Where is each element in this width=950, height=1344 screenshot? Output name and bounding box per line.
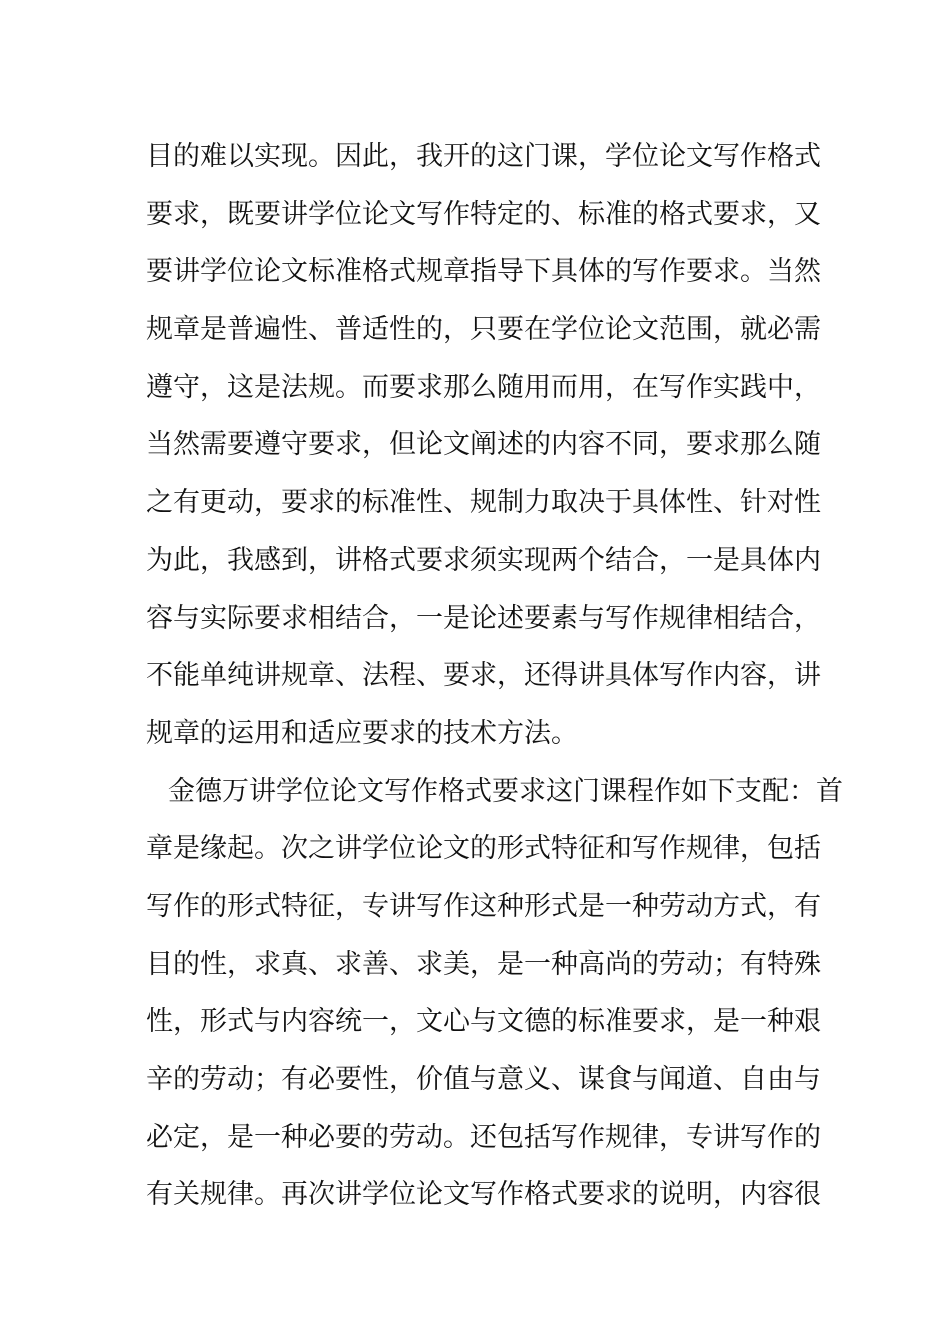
text-line: 辛的劳动；有必要性，价值与意义、谋食与闻道、自由与	[146, 1064, 821, 1095]
text-line: 写作的形式特征，专讲写作这种形式是一种劳动方式，有	[146, 890, 821, 922]
text-line: 有关规律。再次讲学位论文写作格式要求的说明，内容很	[146, 1179, 821, 1211]
paragraph-end-line: 规章的运用和适应要求的技术方法。	[146, 717, 578, 749]
text-line: 章是缘起。次之讲学位论文的形式特征和写作规律，包括	[146, 833, 821, 865]
text-line: 规章是普遍性、普适性的，只要在学位论文范围，就必需	[146, 314, 821, 346]
paragraph-start-line: 金德万讲学位论文写作格式要求这门课程作如下支配：首	[168, 775, 843, 807]
text-line: 要讲学位论文标准格式规章指导下具体的写作要求。当然	[146, 256, 821, 288]
text-line: 目的性，求真、求善、求美，是一种高尚的劳动；有特殊	[146, 948, 821, 980]
body-text	[146, 128, 843, 1224]
text-line: 当然需要遵守要求，但论文阐述的内容不同，要求那么随	[146, 429, 821, 461]
text-line: 不能单纯讲规章、法程、要求，还得讲具体写作内容，讲	[146, 660, 821, 692]
text-line: 为此，我感到，讲格式要求须实现两个结合，一是具体内	[146, 544, 821, 576]
text-line: 目的难以实现。因此，我开的这门课，学位论文写作格式	[146, 141, 821, 172]
text-line: 之有更动，要求的标准性、规制力取决于具体性、针对性	[146, 487, 821, 519]
text-line: 遵守，这是法规。而要求那么随用而用，在写作实践中，	[146, 371, 821, 403]
text-line: 性，形式与内容统一，文心与文德的标准要求，是一种艰	[146, 1006, 821, 1038]
text-line: 容与实际要求相结合，一是论述要素与写作规律相结合，	[146, 602, 821, 634]
text-line: 要求，既要讲学位论文写作特定的、标准的格式要求，又	[146, 198, 821, 230]
text-line: 必定，是一种必要的劳动。还包括写作规律，专讲写作的	[146, 1121, 821, 1153]
